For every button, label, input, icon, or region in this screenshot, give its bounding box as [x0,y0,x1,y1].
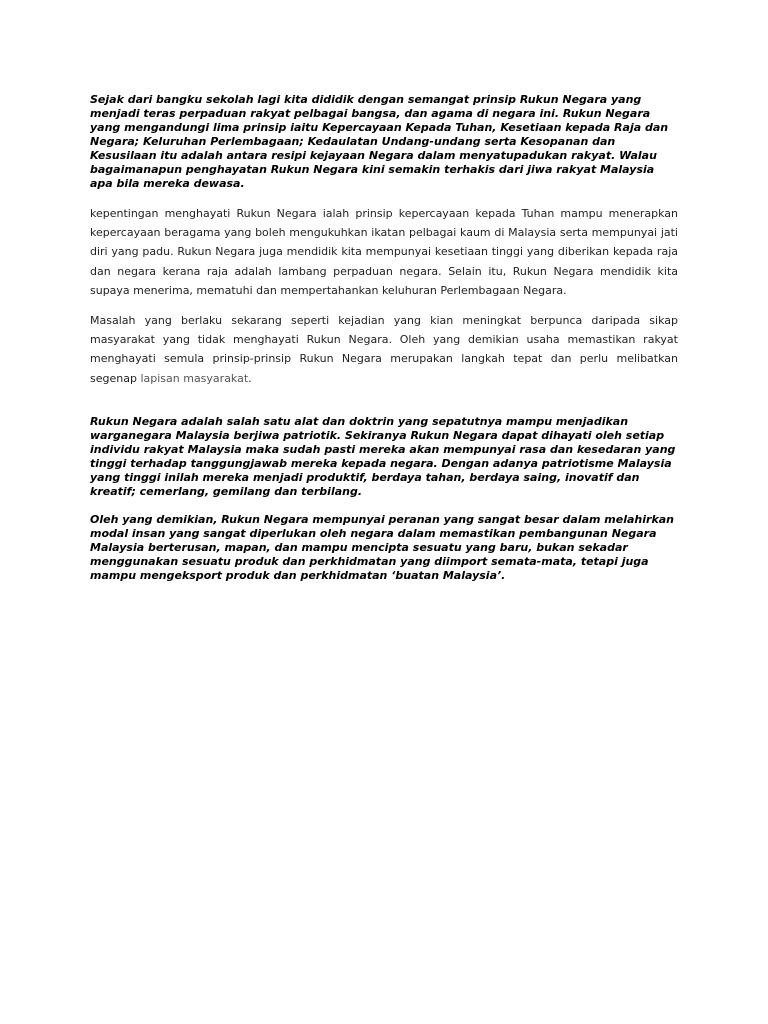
body-paragraph-problem-end: . [248,371,252,385]
body-paragraph-problem-text: Masalah yang berlaku sekarang seperti kejadian yang kian meningkat berpunca daripada sikap masyarakat yang tidak menghayati Rukun Negara. Oleh yang demikian usaha memastikan rakyat menghayati semula prinsip-prinsip Rukun Negara merupakan langkah tepat dan perlu melibatkan segenap [90,314,678,385]
body-paragraph-importance: kepentingan menghayati Rukun Negara ialah prinsip kepercayaan kepada Tuhan mampu menerapkan kepercayaan beragama yang boleh mengukuhkan ikatan pelbagai kaum di Malaysia serta mempunyai jati diri yang padu. Rukun Negara juga mendidik kita mempunyai kesetiaan tinggi yang diberikan kepada raja dan negara kerana raja adalah lambang perpaduan negara. Selain itu, Rukun Negara mendidik kita supaya menerima, mematuhi dan mempertahankan keluhuran Perlembagaan Negara. [90,207,678,297]
patriotism-paragraph: Rukun Negara adalah salah satu alat dan doktrin yang sepatutnya mampu menjadikan warganegara Malaysia berjiwa patriotik. Sekiranya Rukun Negara dapat dihayati oleh setiap individu rakyat Malaysia maka sudah pasti mereka akan mempunyai rasa dan kesedaran yang tinggi terhadap tanggungjawab mereka kepada negara. Dengan adanya patriotisme Malaysia yang tinggi inilah mereka menjadi produktif, berdaya tahan, berdaya saing, inovatif dan kreatif; cemerlang, gemilang dan terbilang. [90,414,676,498]
body-paragraph-problem-tail: lapisan masyarakat [140,371,249,385]
conclusion-paragraph: Oleh yang demikian, Rukun Negara mempunyai peranan yang sangat besar dalam melahirkan modal insan yang sangat diperlukan oleh negara dalam memastikan pembangunan Negara Malaysia berterusan, mapan, dan mampu mencipta sesuatu yang baru, bukan sekadar menggunakan sesuatu produk dan perkhidmatan yang diimport semata-mata, tetapi juga mampu mengeksport produk dan perkhidmatan ‘buatan Malaysia’. [90,512,675,582]
body-paragraph-problem [90,311,678,388]
document-page [90,93,678,583]
intro-paragraph: Sejak dari bangku sekolah lagi kita dididik dengan semangat prinsip Rukun Negara yang menjadi teras perpaduan rakyat pelbagai bangsa, dan agama di negara ini. Rukun Negara yang mengandungi lima prinsip iaitu Kepercayaan Kepada Tuhan, Kesetiaan kepada Raja dan Negara; Keluruhan Perlembagaan; Kedaulatan Undang-undang serta Kesopanan dan Kesusilaan itu adalah antara resipi kejayaan Negara dalam menyatupadukan rakyat. Walau bagaimanapun penghayatan Rukun Negara kini semakin terhakis dari jiwa rakyat Malaysia apa bila mereka dewasa. [90,93,669,190]
